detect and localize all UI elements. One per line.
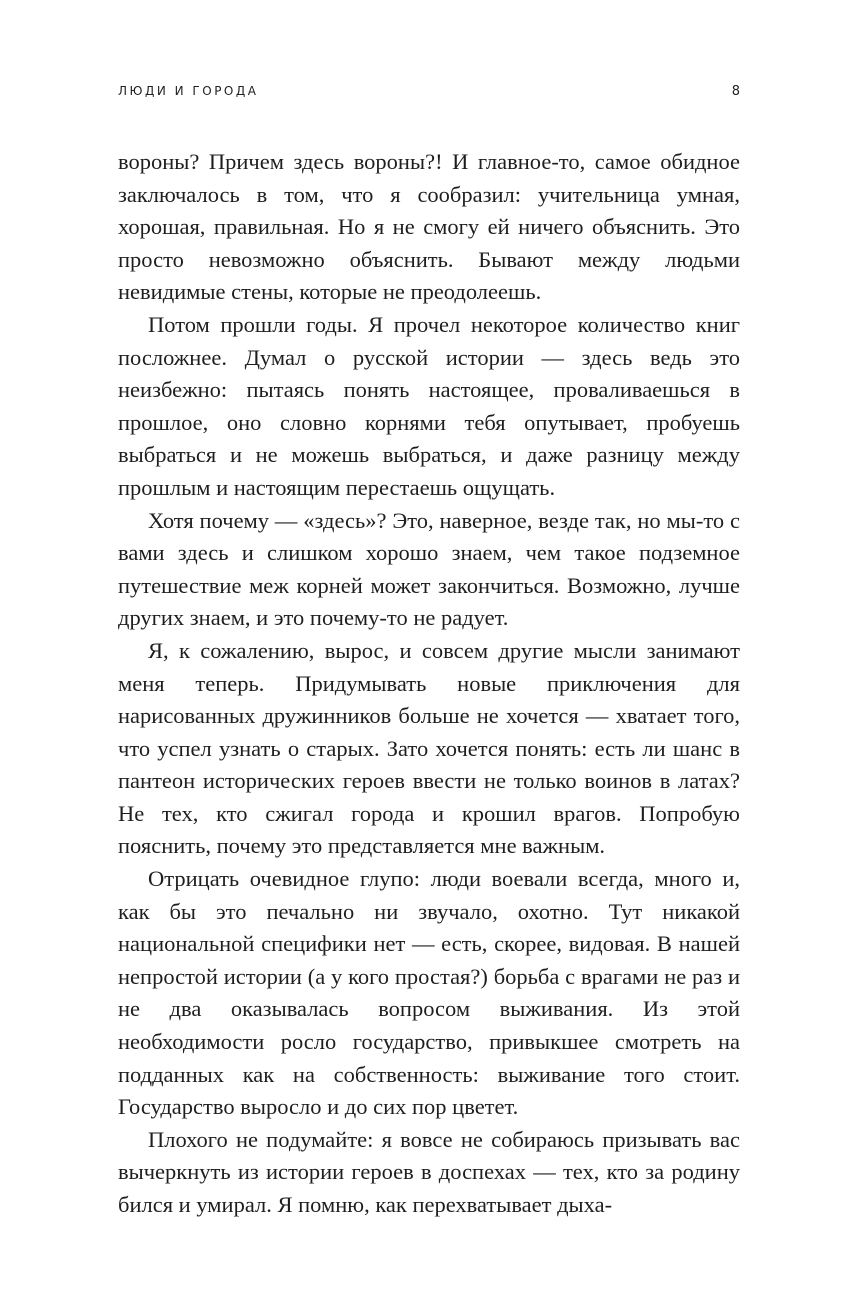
paragraph-2: Потом прошли годы. Я прочел некоторое количество книг посложнее. Думал о русской истории — здесь ведь это неизбежно: пытаясь понять настоящее, проваливаешься в прошлое, оно словно корнями тебя опутывает, пробуешь выбраться и не можешь выбраться, и даже разницу между прошлым и настоящим перестаешь ощущать. [118, 311, 740, 500]
running-head [118, 84, 740, 104]
page-number: 8 [731, 84, 740, 99]
paragraph-6: Плохого не подумайте: я вовсе не собираюсь призывать вас вычеркнуть из истории героев в доспехах — тех, кто за родину бился и умирал. Я помню, как перехватывает дыха- [118, 1126, 740, 1217]
paragraph-3: Хотя почему — «здесь»? Это, наверное, везде так, но мы-то с вами здесь и слишком хорошо знаем, чем такое подземное путешествие меж корней может закончиться. Возможно, лучше других знаем, и это почему-то не радует. [118, 507, 740, 631]
paragraph-1: вороны? Причем здесь вороны?! И главное-то, самое обидное заключалось в том, что я сообразил: учительница умная, хорошая, правильная. Но я не смогу ей ничего объяснить. Это просто невозможно объяснить. Бывают между людьми невидимые стены, которые не преодолеешь. [118, 149, 740, 305]
running-title: ЛЮДИ И ГОРОДА [118, 84, 259, 98]
paragraph-4: Я, к сожалению, вырос, и совсем другие мысли занимают меня теперь. Придумывать новые приключения для нарисованных дружинников больше не хочется — хватает того, что успел узнать о старых. Зато хочется понять: есть ли шанс в пантеон исторических героев ввести не только воинов в латах? Не тех, кто сжигал города и крошил врагов. Попробую пояснить, почему это представляется мне важным. [118, 637, 740, 859]
paragraph-5: Отрицать очевидное глупо: люди воевали всегда, много и, как бы это печально ни звучало, охотно. Тут никакой национальной специфики нет — есть, скорее, видовая. В нашей непростой истории (а у кого простая?) борьба с врагами не раз и не два оказывалась вопросом выживания. Из этой необходимости росло государство, привыкшее смотреть на подданных как на собственность: выживание того стоит. Государство выросло и до сих пор цветет. [118, 866, 740, 1120]
body-text [118, 146, 740, 1222]
